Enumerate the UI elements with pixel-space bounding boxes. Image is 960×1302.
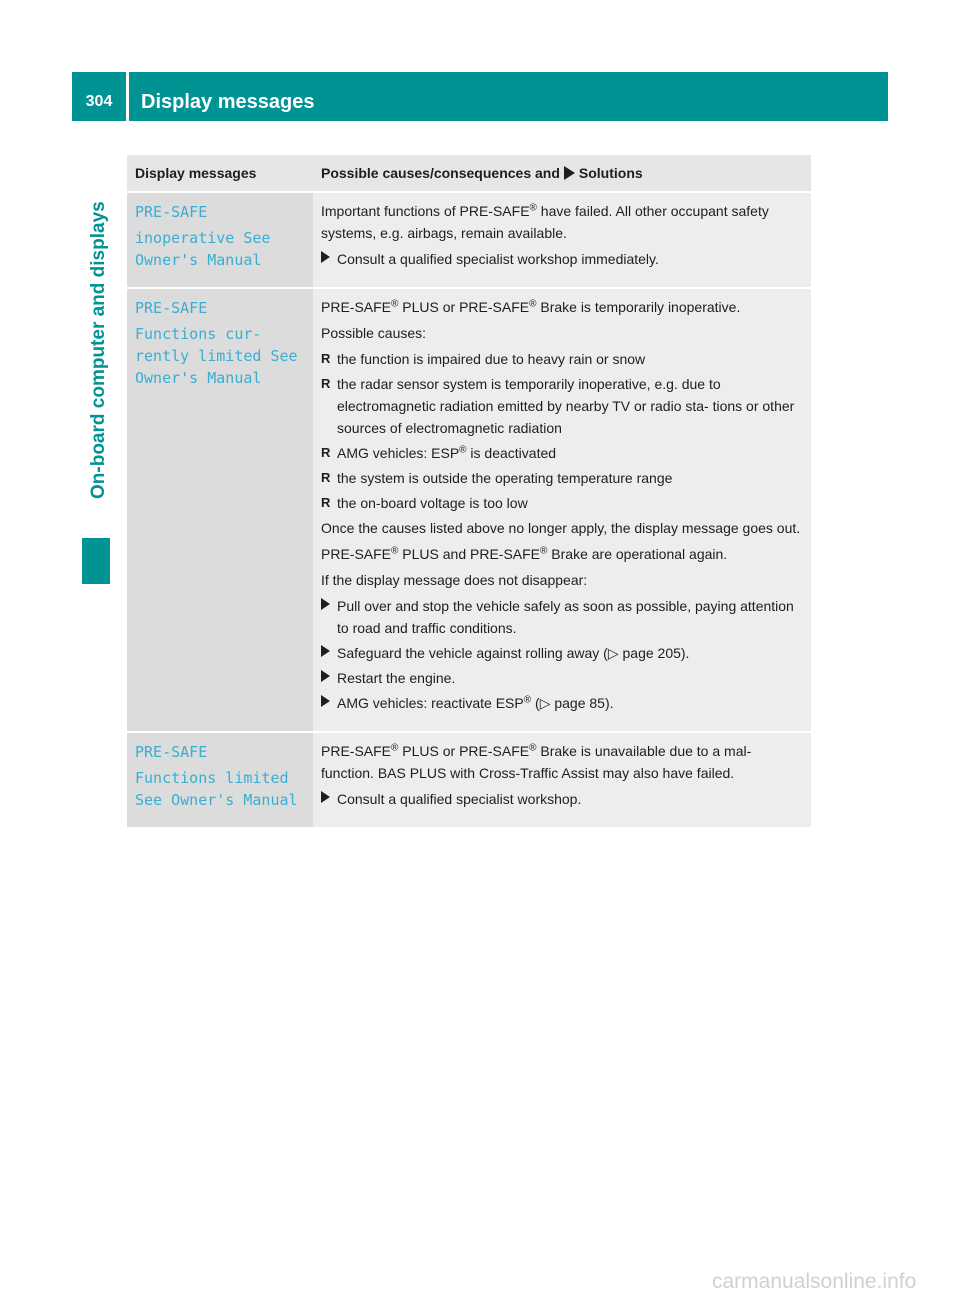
paragraph [321, 543, 805, 565]
paragraph [321, 740, 805, 784]
bullet-marker: R [321, 470, 331, 485]
registered-mark: ® [529, 202, 537, 214]
solution-step [321, 595, 805, 639]
text: Pull over and stop the vehicle safely as soon as possible, paying attention to road and traffic conditions. [337, 598, 794, 636]
text: the function is impaired due to heavy rain or snow [337, 351, 646, 367]
registered-mark: ® [529, 742, 537, 754]
column-header-display-messages: Display messages [127, 155, 313, 192]
column-header-solutions-text: Solutions [578, 165, 643, 181]
code-line: PRE-SAFE [135, 203, 208, 221]
display-message-code [127, 192, 313, 288]
cause-bullet [321, 442, 805, 464]
text: Brake are operational again. [547, 546, 728, 562]
text: the system is outside the operating temperature range [337, 470, 673, 486]
text: ( [531, 695, 540, 711]
cause-bullet [321, 348, 805, 370]
step-arrow-icon [321, 788, 330, 810]
solution-step [321, 692, 805, 714]
text: Consult a qualified specialist workshop. [337, 791, 582, 807]
header-divider [126, 72, 129, 121]
registered-mark: ® [391, 298, 399, 310]
paragraph: Once the causes listed above no longer apply, the display message goes out. [321, 520, 801, 536]
text: PLUS or PRE-SAFE [398, 299, 530, 315]
text: Consult a qualified specialist workshop immediately. [337, 251, 659, 267]
paragraph [321, 296, 805, 318]
text: Safeguard the vehicle against rolling away ( [337, 645, 608, 661]
text: PRE-SAFE [321, 299, 392, 315]
text: is deactivated [466, 445, 557, 461]
text: Brake is unavailable due to a mal‐ function. BAS PLUS with Cross-Traffic Assist may also have failed. [321, 743, 752, 781]
message-description [313, 732, 811, 828]
code-line: Functions limited [135, 769, 289, 787]
text: AMG vehicles: reactivate ESP [337, 695, 524, 711]
display-message-code [127, 732, 313, 828]
step-arrow-icon [321, 692, 330, 714]
code-line: See Owner's Manual [135, 791, 298, 809]
registered-mark: ® [540, 545, 548, 557]
display-message-code [127, 288, 313, 732]
text: Restart the engine. [337, 670, 456, 686]
code-line: rently limited See [135, 347, 298, 365]
table-row [127, 732, 811, 828]
text: have failed. All other occupant safety systems, e.g. airbags, remain available. [321, 203, 769, 241]
section-sidebar-label: On-board computer and displays [88, 201, 109, 499]
registered-mark: ® [459, 444, 467, 456]
page-ref-icon: ▷ [607, 645, 619, 661]
code-line: inoperative See [135, 229, 271, 247]
page-ref-icon: ▷ [539, 695, 551, 711]
text: PRE-SAFE [321, 546, 392, 562]
table-header-row [127, 155, 811, 192]
code-line: PRE-SAFE [135, 743, 208, 761]
paragraph: Possible causes: [321, 325, 427, 341]
cause-bullet [321, 467, 805, 489]
code-line: Owner's Manual [135, 369, 262, 387]
bullet-marker: R [321, 445, 331, 460]
text: the radar sensor system is temporarily inoperative, e.g. due to electromagnetic radiation emitted by nearby TV or radio sta‐ tions or other sources of electromagnetic radiation [337, 376, 795, 436]
table-row [127, 288, 811, 732]
page-ref-link[interactable]: page 85). [550, 695, 614, 711]
text: Brake is temporarily inoperative. [536, 299, 741, 315]
solution-step [321, 642, 805, 664]
solution-arrow-icon [564, 166, 575, 180]
solution-step [321, 667, 805, 689]
solution-step [321, 248, 805, 270]
text: PLUS or PRE-SAFE [398, 743, 530, 759]
message-description [313, 192, 811, 288]
step-arrow-icon [321, 667, 330, 689]
text: the on-board voltage is too low [337, 495, 528, 511]
paragraph [321, 200, 805, 244]
text: PRE-SAFE [321, 743, 392, 759]
solution-step [321, 788, 805, 810]
watermark: carmanualsonline.info [712, 1270, 917, 1293]
step-arrow-icon [321, 248, 330, 270]
registered-mark: ® [523, 694, 532, 706]
code-line: Functions cur‐ [135, 325, 262, 343]
registered-mark: ® [391, 742, 399, 754]
paragraph: If the display message does not disappear: [321, 572, 588, 588]
message-description [313, 288, 811, 732]
section-marker-block [82, 538, 110, 584]
registered-mark: ® [529, 298, 537, 310]
page-number: 304 [85, 93, 113, 110]
table-row [127, 192, 811, 288]
text: PLUS and PRE-SAFE [398, 546, 541, 562]
column-header-causes [313, 155, 811, 192]
bullet-marker: R [321, 351, 331, 366]
bullet-marker: R [321, 376, 331, 391]
cause-bullet [321, 492, 805, 514]
page-title: Display messages [141, 91, 315, 113]
cause-bullet [321, 373, 805, 439]
registered-mark: ® [391, 545, 399, 557]
page-ref-link[interactable]: page 205). [618, 645, 690, 661]
bullet-marker: R [321, 495, 331, 510]
column-header-causes-text: Possible causes/consequences and [321, 165, 560, 181]
text: Important functions of PRE-SAFE [321, 203, 530, 219]
step-arrow-icon [321, 642, 330, 664]
page-header [72, 72, 888, 121]
text: AMG vehicles: ESP [337, 445, 460, 461]
step-arrow-icon [321, 595, 330, 617]
display-messages-table [127, 155, 811, 829]
code-line: PRE-SAFE [135, 299, 208, 317]
code-line: Owner's Manual [135, 251, 262, 269]
